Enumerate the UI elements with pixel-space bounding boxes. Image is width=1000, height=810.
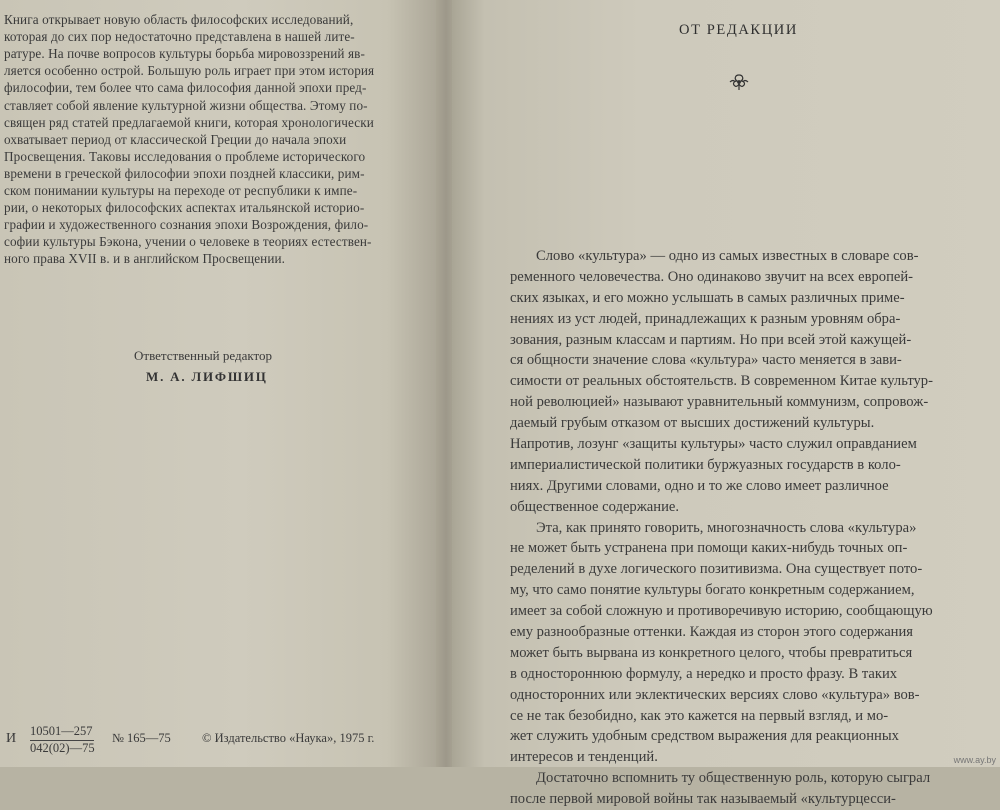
body-line: Слово «культура» — одно из самых известных в словаре сов- [536, 248, 919, 264]
intro-line: ного права XVII в. и в английском Просвещении. [4, 251, 286, 267]
body-line: ся общности значение слова «культура» часто меняется в зави- [510, 352, 902, 369]
body-line: жет служить удобным средством выражения для реакционных [510, 728, 899, 745]
body-line: может быть вырвана из конкретного целого, чтобы превратиться [510, 644, 913, 661]
body-line: се не так безобидно, как это кажется на первый взгляд, и мо- [510, 707, 889, 724]
intro-line: времени в греческой философии эпохи поздней классики, рим- [4, 165, 365, 181]
intro-line: охватывает период от классической Греции до начала эпохи [4, 131, 347, 147]
intro-line: священ ряд статей предлагаемой книги, которая хронологически [4, 114, 374, 130]
imprint-code-bottom: 042(02)—75 [30, 741, 95, 755]
body-line: даемый грубым отказом от высших достижений культуры. [510, 415, 875, 432]
intro-line: графии и художественного сознания эпохи Возрождения, фило- [4, 217, 369, 233]
intro-line: ратуре. На почве вопросов культуры борьба мировоззрений яв- [4, 46, 365, 62]
left-page [0, 0, 440, 767]
intro-line: рии, о некоторых философских аспектах итальянской историо- [4, 200, 365, 216]
body-line: общественное содержание. [510, 498, 680, 515]
body-line: односторонних или эклектических версиях слово «культура» вов- [510, 686, 920, 703]
body-line: после первой мировой войны так называемый «культурцесси- [510, 791, 896, 808]
section-heading: ОТ РЕДАКЦИИ [679, 22, 798, 38]
imprint-number: № 165—75 [112, 731, 171, 745]
body-line: симости от реальных обстоятельств. В современном Китае культур- [510, 373, 933, 390]
ornament-icon [726, 71, 752, 93]
body-line: Достаточно вспомнить ту общественную роль, которую сыграл [536, 770, 931, 787]
body-line: Эта, как принято говорить, многозначность слова «культура» [536, 519, 917, 536]
body-line: интересов и тенденций. [510, 749, 658, 766]
body-line: имеет за собой сложную и противоречивую историю, сообщающую [510, 603, 933, 620]
intro-line: которая до сих пор недостаточно представлена в нашей лите- [4, 29, 355, 45]
imprint-copyright: © Издательство «Наука», 1975 г. [202, 731, 375, 745]
body-line: ной революцией» называют уравнительный коммунизм, сопровож- [510, 394, 929, 411]
body-line: нениях из уст людей, принадлежащих к разным уровням обра- [510, 310, 901, 327]
body-line: империалистической политики буржуазных государств в коло- [510, 456, 901, 473]
imprint-letter: И [6, 731, 17, 746]
editor-name: М. А. ЛИФШИЦ [146, 369, 268, 384]
editor-role: Ответственный редактор [134, 348, 273, 363]
body-line: в одностороннюю формулу, а нередко и просто фразу. В таких [510, 665, 898, 682]
body-line: не может быть устранена при помощи каких-нибудь точных оп- [510, 540, 908, 557]
intro-line: философии, тем более что сама философия данной эпохи пред- [4, 80, 367, 96]
intro-line: Просвещения. Таковы исследования о проблеме исторического [4, 148, 366, 164]
imprint-code-top: 10501—257 [30, 724, 93, 738]
intro-line: софии культуры Бэкона, учении о человеке в теориях естествен- [4, 234, 372, 250]
intro-line: ляется особенно острой. Большую роль играет при этом история [4, 63, 375, 79]
watermark: www.ay.by [953, 755, 996, 765]
body-line: му, что само понятие культуры богато конкретным содержанием, [510, 582, 915, 599]
body-line: Напротив, лозунг «защиты культуры» часто служил оправданием [510, 436, 917, 453]
intro-line: Книга открывает новую область философских исследований, [4, 12, 354, 27]
body-line: ременного человечества. Оно одинаково звучит на всех европей- [510, 268, 914, 285]
body-line: зования, разным классам и партиям. Но при всей этой кажущей- [510, 331, 912, 348]
body-line: ему разнообразные оттенки. Каждая из сторон этого содержания [510, 624, 914, 641]
intro-line: ставляет собой явление культурной жизни общества. Этому по- [4, 97, 368, 113]
body-line: ниях. Другими словами, одно и то же слово имеет различное [510, 477, 889, 494]
body-line: ских языках, и его можно услышать в самых различных приме- [510, 289, 905, 306]
intro-line: ском понимании культуры на переходе от республики к импе- [4, 183, 358, 198]
body-line: ределений в духе логического позитивизма. Она существует пото- [510, 561, 923, 578]
foreword-body [510, 246, 980, 810]
